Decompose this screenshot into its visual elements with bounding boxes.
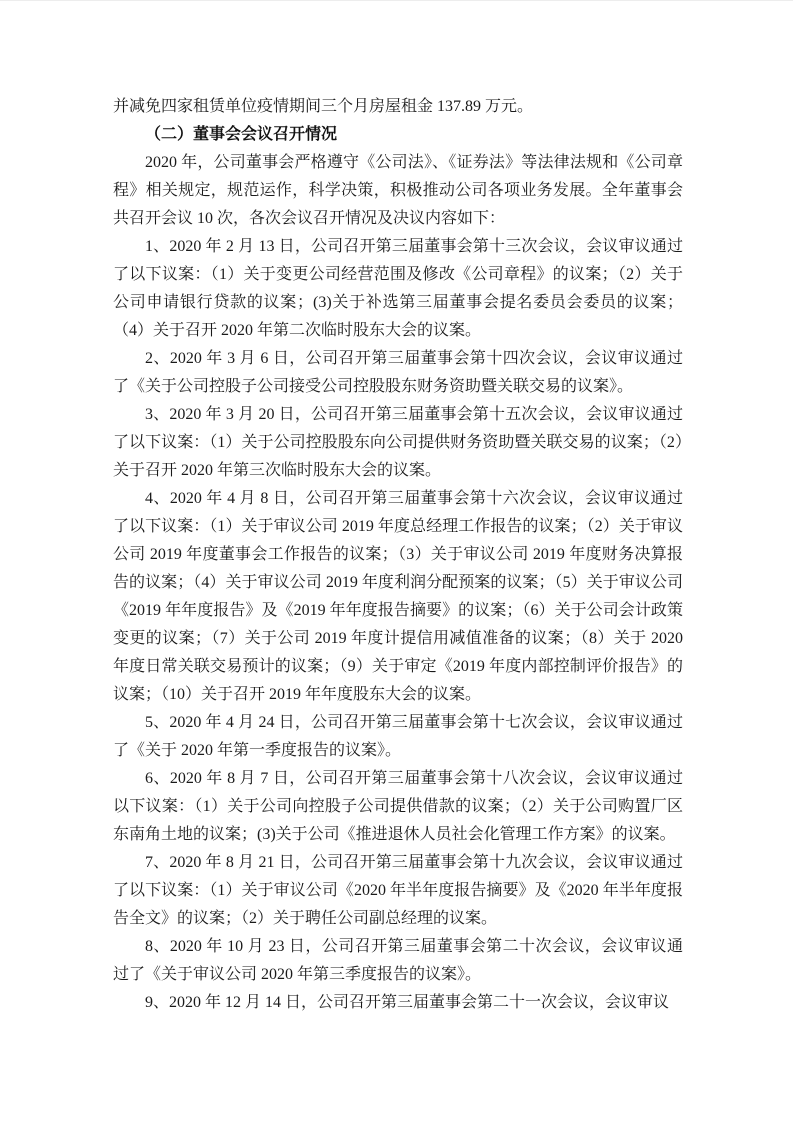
meeting-paragraph-2: 2、2020 年 3 月 6 日，公司召开第三届董事会第十四次会议，会议审议通过了《关于公司控股子公司接受公司控股股东财务资助暨关联交易的议案》。 [113, 350, 683, 395]
intro-paragraph: 2020 年，公司董事会严格遵守《公司法》、《证券法》等法律法规和《公司章程》相关规定，规范运作，科学决策，积极推动公司各项业务发展。全年董事会共召开会议 10 次，各次会议召开情况及决议内容如下： [113, 154, 683, 227]
meeting-paragraph-8: 8、2020 年 10 月 23 日，公司召开第三届董事会第二十次会议，会议审议通过了《关于审议公司 2020 年第三季度报告的议案》。 [113, 938, 683, 983]
meeting-paragraph-9: 9、2020 年 12 月 14 日，公司召开第三届董事会第二十一次会议，会议审议 [145, 994, 670, 1011]
meeting-paragraph-6: 6、2020 年 8 月 7 日，公司召开第三届董事会第十八次会议，会议审议通过以下议案：（1）关于公司向控股子公司提供借款的议案；（2）关于公司购置厂区东南角土地的议案；(3)关于公司《推进退休人员社会化管理工作方案》的议案。 [113, 770, 683, 843]
meeting-paragraph-5: 5、2020 年 4 月 24 日，公司召开第三届董事会第十七次会议，会议审议通过了《关于 2020 年第一季度报告的议案》。 [113, 714, 683, 759]
section-heading: （二）董事会会议召开情况 [145, 126, 338, 143]
meeting-paragraph-7: 7、2020 年 8 月 21 日，公司召开第三届董事会第十九次会议，会议审议通过了以下议案：（1）关于审议公司《2020 年半年度报告摘要》及《2020 年半年度报告全文》的议案；（2）关于聘任公司副总经理的议案。 [113, 854, 683, 927]
paragraph-continuation: 并减免四家租赁单位疫情期间三个月房屋租金 137.89 万元。 [113, 98, 534, 115]
meeting-paragraph-1: 1、2020 年 2 月 13 日，公司召开第三届董事会第十三次会议，会议审议通过了以下议案：（1）关于变更公司经营范围及修改《公司章程》的议案；（2）关于公司申请银行贷款的议案；(3)关于补选第三届董事会提名委员会委员的议案；（4）关于召开 2020 年第二次临时股东大会的议案。 [113, 238, 683, 339]
meeting-paragraph-3: 3、2020 年 3 月 20 日，公司召开第三届董事会第十五次会议，会议审议通过了以下议案：（1）关于公司控股股东向公司提供财务资助暨关联交易的议案；（2）关于召开 2020 年第三次临时股东大会的议案。 [113, 406, 683, 479]
meeting-paragraph-4: 4、2020 年 4 月 8 日，公司召开第三届董事会第十六次会议，会议审议通过了以下议案：（1）关于审议公司 2019 年度总经理工作报告的议案；（2）关于审议公司 2019 年度董事会工作报告的议案；（3）关于审议公司 2019 年度财务决算报告的议案；（4）关于审议公司 2019 年度利润分配预案的议案；（5）关于审议公司《2019 年年度报告》及《2019 年年度报告摘要》的议案；（6）关于公司会计政策变更的议案；（7）关于公司 2019 年度计提信用减值准备的议案；（8）关于 2020 年度日常关联交易预计的议案；（9）关于审定《2019 年度内部控制评价报告》的议案；（10）关于召开 2019 年年度股东大会的议案。 [113, 490, 683, 703]
